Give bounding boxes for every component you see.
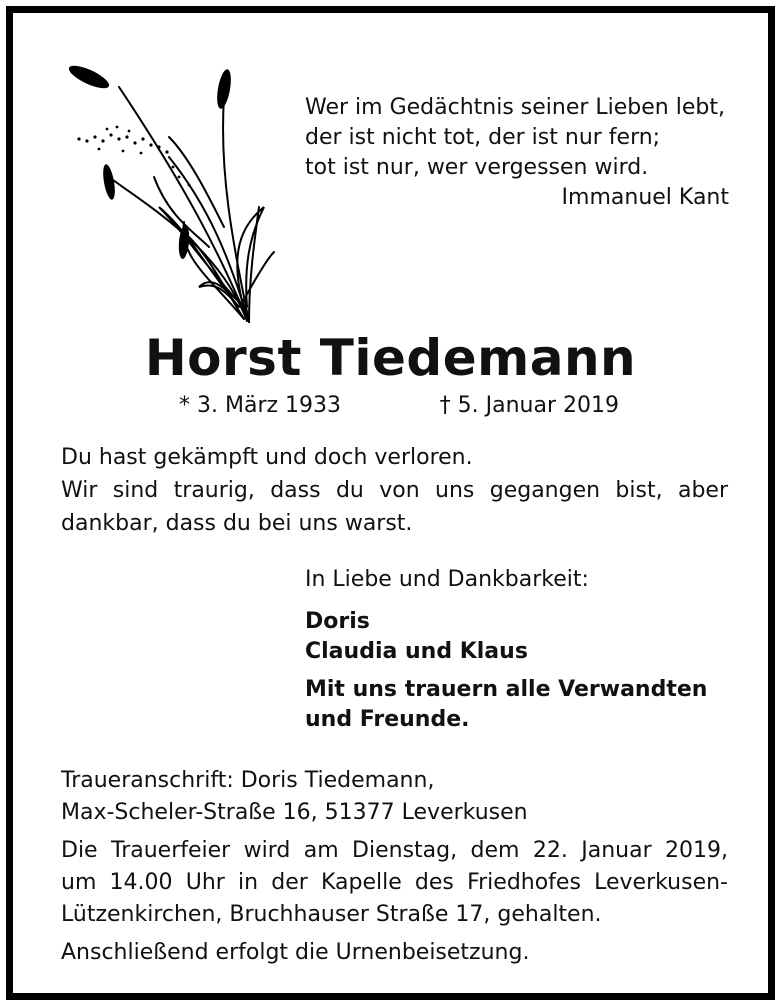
address-line: Max-Scheler-Straße 16, 51377 Leverkusen: [61, 800, 528, 825]
mourners-closing: Mit uns trauern alle Verwandten: [305, 677, 708, 702]
verse-line: Du hast gekämpft und doch verloren.: [61, 445, 473, 470]
obituary-notice: [6, 6, 775, 1000]
funeral-service-info: [61, 835, 728, 931]
service-line: Lützenkirchen, Bruchhauser Straße 17, gehalten.: [61, 902, 602, 927]
quote-author: Immanuel Kant: [561, 185, 729, 210]
service-line: Die Trauerfeier wird am Dienstag, dem 22. Januar 2019,: [61, 838, 728, 863]
deceased-name: Horst Tiedemann: [144, 329, 637, 387]
urn-burial-note: Anschließend erfolgt die Urnenbeisetzung.: [61, 940, 530, 965]
quote-line: tot ist nur, wer vergessen wird.: [305, 155, 649, 180]
address-line: Traueranschrift: Doris Tiedemann,: [61, 768, 435, 793]
service-line: um 14.00 Uhr in der Kapelle des Friedhofes Leverkusen-: [61, 870, 728, 895]
farewell-verse: [61, 441, 728, 540]
mourning-address: [61, 765, 728, 829]
memorial-quote: [305, 93, 735, 213]
mourner-name: Doris: [305, 609, 370, 634]
mourners-block: [305, 565, 725, 735]
wheat-grass-icon: [59, 57, 279, 327]
mourners-intro: In Liebe und Dankbarkeit:: [305, 567, 589, 592]
verse-line: dankbar, dass du bei uns warst.: [61, 511, 413, 536]
quote-line: der ist nicht tot, der ist nur fern;: [305, 125, 661, 150]
death-date: † 5. Januar 2019: [439, 393, 619, 418]
verse-line: Wir sind traurig, dass du von uns gegangen bist, aber: [61, 478, 728, 503]
mourners-closing: und Freunde.: [305, 707, 470, 732]
quote-line: Wer im Gedächtnis seiner Lieben lebt,: [305, 95, 725, 120]
mourner-name: Claudia und Klaus: [305, 639, 528, 664]
birth-date: * 3. März 1933: [179, 393, 342, 418]
